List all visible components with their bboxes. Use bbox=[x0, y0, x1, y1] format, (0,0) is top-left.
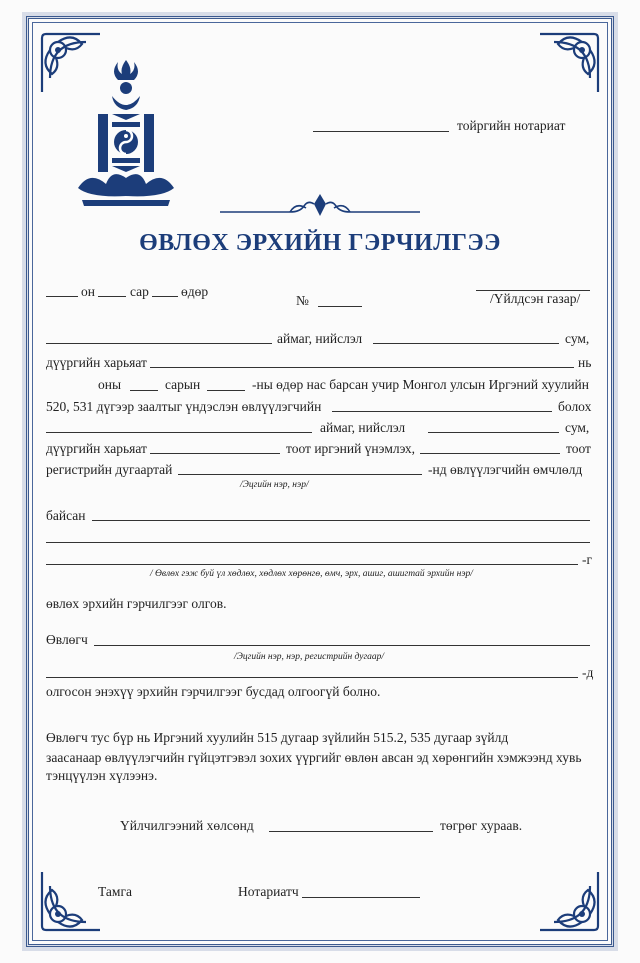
no-other-text: олгосон энэхүү эрхийн гэрчилгээг бусдад олгоогүй болно. bbox=[46, 684, 381, 699]
bolokh-label: болох bbox=[558, 399, 592, 414]
district-line-1[interactable] bbox=[150, 367, 574, 368]
notary-district-line[interactable] bbox=[313, 131, 449, 132]
fee-label: Үйлчилгээний хөлсөнд bbox=[120, 818, 254, 833]
id-card-line[interactable] bbox=[420, 453, 560, 454]
number-sign: № bbox=[296, 293, 309, 308]
day-label: өдөр bbox=[181, 284, 209, 299]
fee-line[interactable] bbox=[269, 831, 433, 832]
aimag-line-1[interactable] bbox=[46, 343, 272, 344]
month-label-2: сарын bbox=[165, 377, 201, 392]
aimag-label-2: аймаг, нийслэл bbox=[320, 420, 406, 435]
register-label: регистрийн дугаартай bbox=[46, 462, 173, 477]
seal-label: Тамга bbox=[98, 884, 132, 899]
fee-suffix: төгрөг хураав. bbox=[440, 818, 523, 833]
district-line-2[interactable] bbox=[150, 453, 280, 454]
paragraph-line-3: тэнцүүлэн хүлээнэ. bbox=[46, 768, 158, 783]
owned-label: -нд өвлүүлэгчийн өмчлөлд bbox=[428, 462, 583, 477]
paragraph-line-1: Өвлөгч тус бүр нь Иргэний хуулийн 515 дугаар зүйлийн 515.2, 535 дугаар зүйлд bbox=[46, 730, 509, 745]
aimag-label-1: аймаг, нийслэл bbox=[277, 331, 363, 346]
soyombo-emblem-icon bbox=[72, 58, 180, 210]
death-text: -ны өдөр нас барсан учир Монгол улсын Иргэний хуулийн bbox=[252, 377, 590, 392]
place-caption: /Үйлдсэн газар/ bbox=[490, 291, 581, 306]
number-line[interactable] bbox=[318, 306, 362, 307]
title-flourish-icon bbox=[220, 192, 420, 220]
notary-label: Нотариатч bbox=[238, 884, 299, 899]
heir-label: Өвлөгч bbox=[46, 632, 88, 647]
sum-line-1[interactable] bbox=[373, 343, 559, 344]
heir-line-1[interactable] bbox=[94, 645, 590, 646]
id-card-label: тоот иргэний үнэмлэх, bbox=[286, 441, 415, 456]
month-line[interactable] bbox=[98, 296, 126, 297]
district-label-1: дүүргийн харьяат bbox=[46, 355, 147, 370]
day-line[interactable] bbox=[152, 296, 178, 297]
certificate-issued-text: өвлөх эрхийн гэрчилгээг олгов. bbox=[46, 596, 227, 611]
heir-line-2[interactable] bbox=[46, 677, 578, 678]
corner-ornament-bottom-right bbox=[534, 866, 604, 936]
g-suffix: -г bbox=[582, 552, 593, 567]
district-label-2: дүүргийн харьяат bbox=[46, 441, 147, 456]
property-line-3[interactable] bbox=[46, 564, 578, 565]
aimag-line-2[interactable] bbox=[46, 432, 312, 433]
heir-caption: /Эцгийн нэр, нэр, регистрийн дугаар/ bbox=[234, 652, 385, 662]
name-caption: /Эцгийн нэр, нэр/ bbox=[240, 480, 309, 490]
year-label: он bbox=[81, 284, 95, 299]
toot-label: тоот bbox=[566, 441, 591, 456]
sum-label-2: сум, bbox=[565, 420, 590, 435]
property-line-1[interactable] bbox=[92, 520, 590, 521]
baisan-label: байсан bbox=[46, 508, 86, 523]
nb-label: нь bbox=[578, 355, 592, 370]
year-line[interactable] bbox=[46, 296, 78, 297]
testator-line[interactable] bbox=[332, 411, 552, 412]
d-suffix: -д bbox=[582, 665, 594, 680]
register-line[interactable] bbox=[178, 474, 422, 475]
property-caption: / Өвлөх гэж буй үл хөдлөх, хөдлөх хөрөнгө, өмч, эрх, ашиг, ашигтай эрхийн нэр/ bbox=[150, 569, 473, 579]
notary-district-label: тойргийн нотариат bbox=[457, 118, 566, 133]
month-label: сар bbox=[130, 284, 149, 299]
corner-ornament-bottom-left bbox=[36, 866, 106, 936]
articles-text: 520, 531 дүгээр заалтыг үндэслэн өвлүүлэгчийн bbox=[46, 399, 322, 414]
year-line-2[interactable] bbox=[130, 390, 158, 391]
sum-label-1: сум, bbox=[565, 331, 590, 346]
sum-line-2[interactable] bbox=[428, 432, 559, 433]
year-label-2: оны bbox=[98, 377, 122, 392]
notary-signature-line[interactable] bbox=[302, 897, 420, 898]
document-title: ӨВЛӨХ ЭРХИЙН ГЭРЧИЛГЭЭ bbox=[139, 230, 501, 256]
paragraph-line-2: заасанаар өвлүүлэгчийн гүйцэтгэвэл зохих үүргийг өвлөн авсан эд хөрөнгийн хэмжээнд хувь bbox=[46, 750, 582, 765]
property-line-2[interactable] bbox=[46, 542, 590, 543]
month-line-2[interactable] bbox=[207, 390, 245, 391]
corner-ornament-top-right bbox=[534, 28, 604, 98]
